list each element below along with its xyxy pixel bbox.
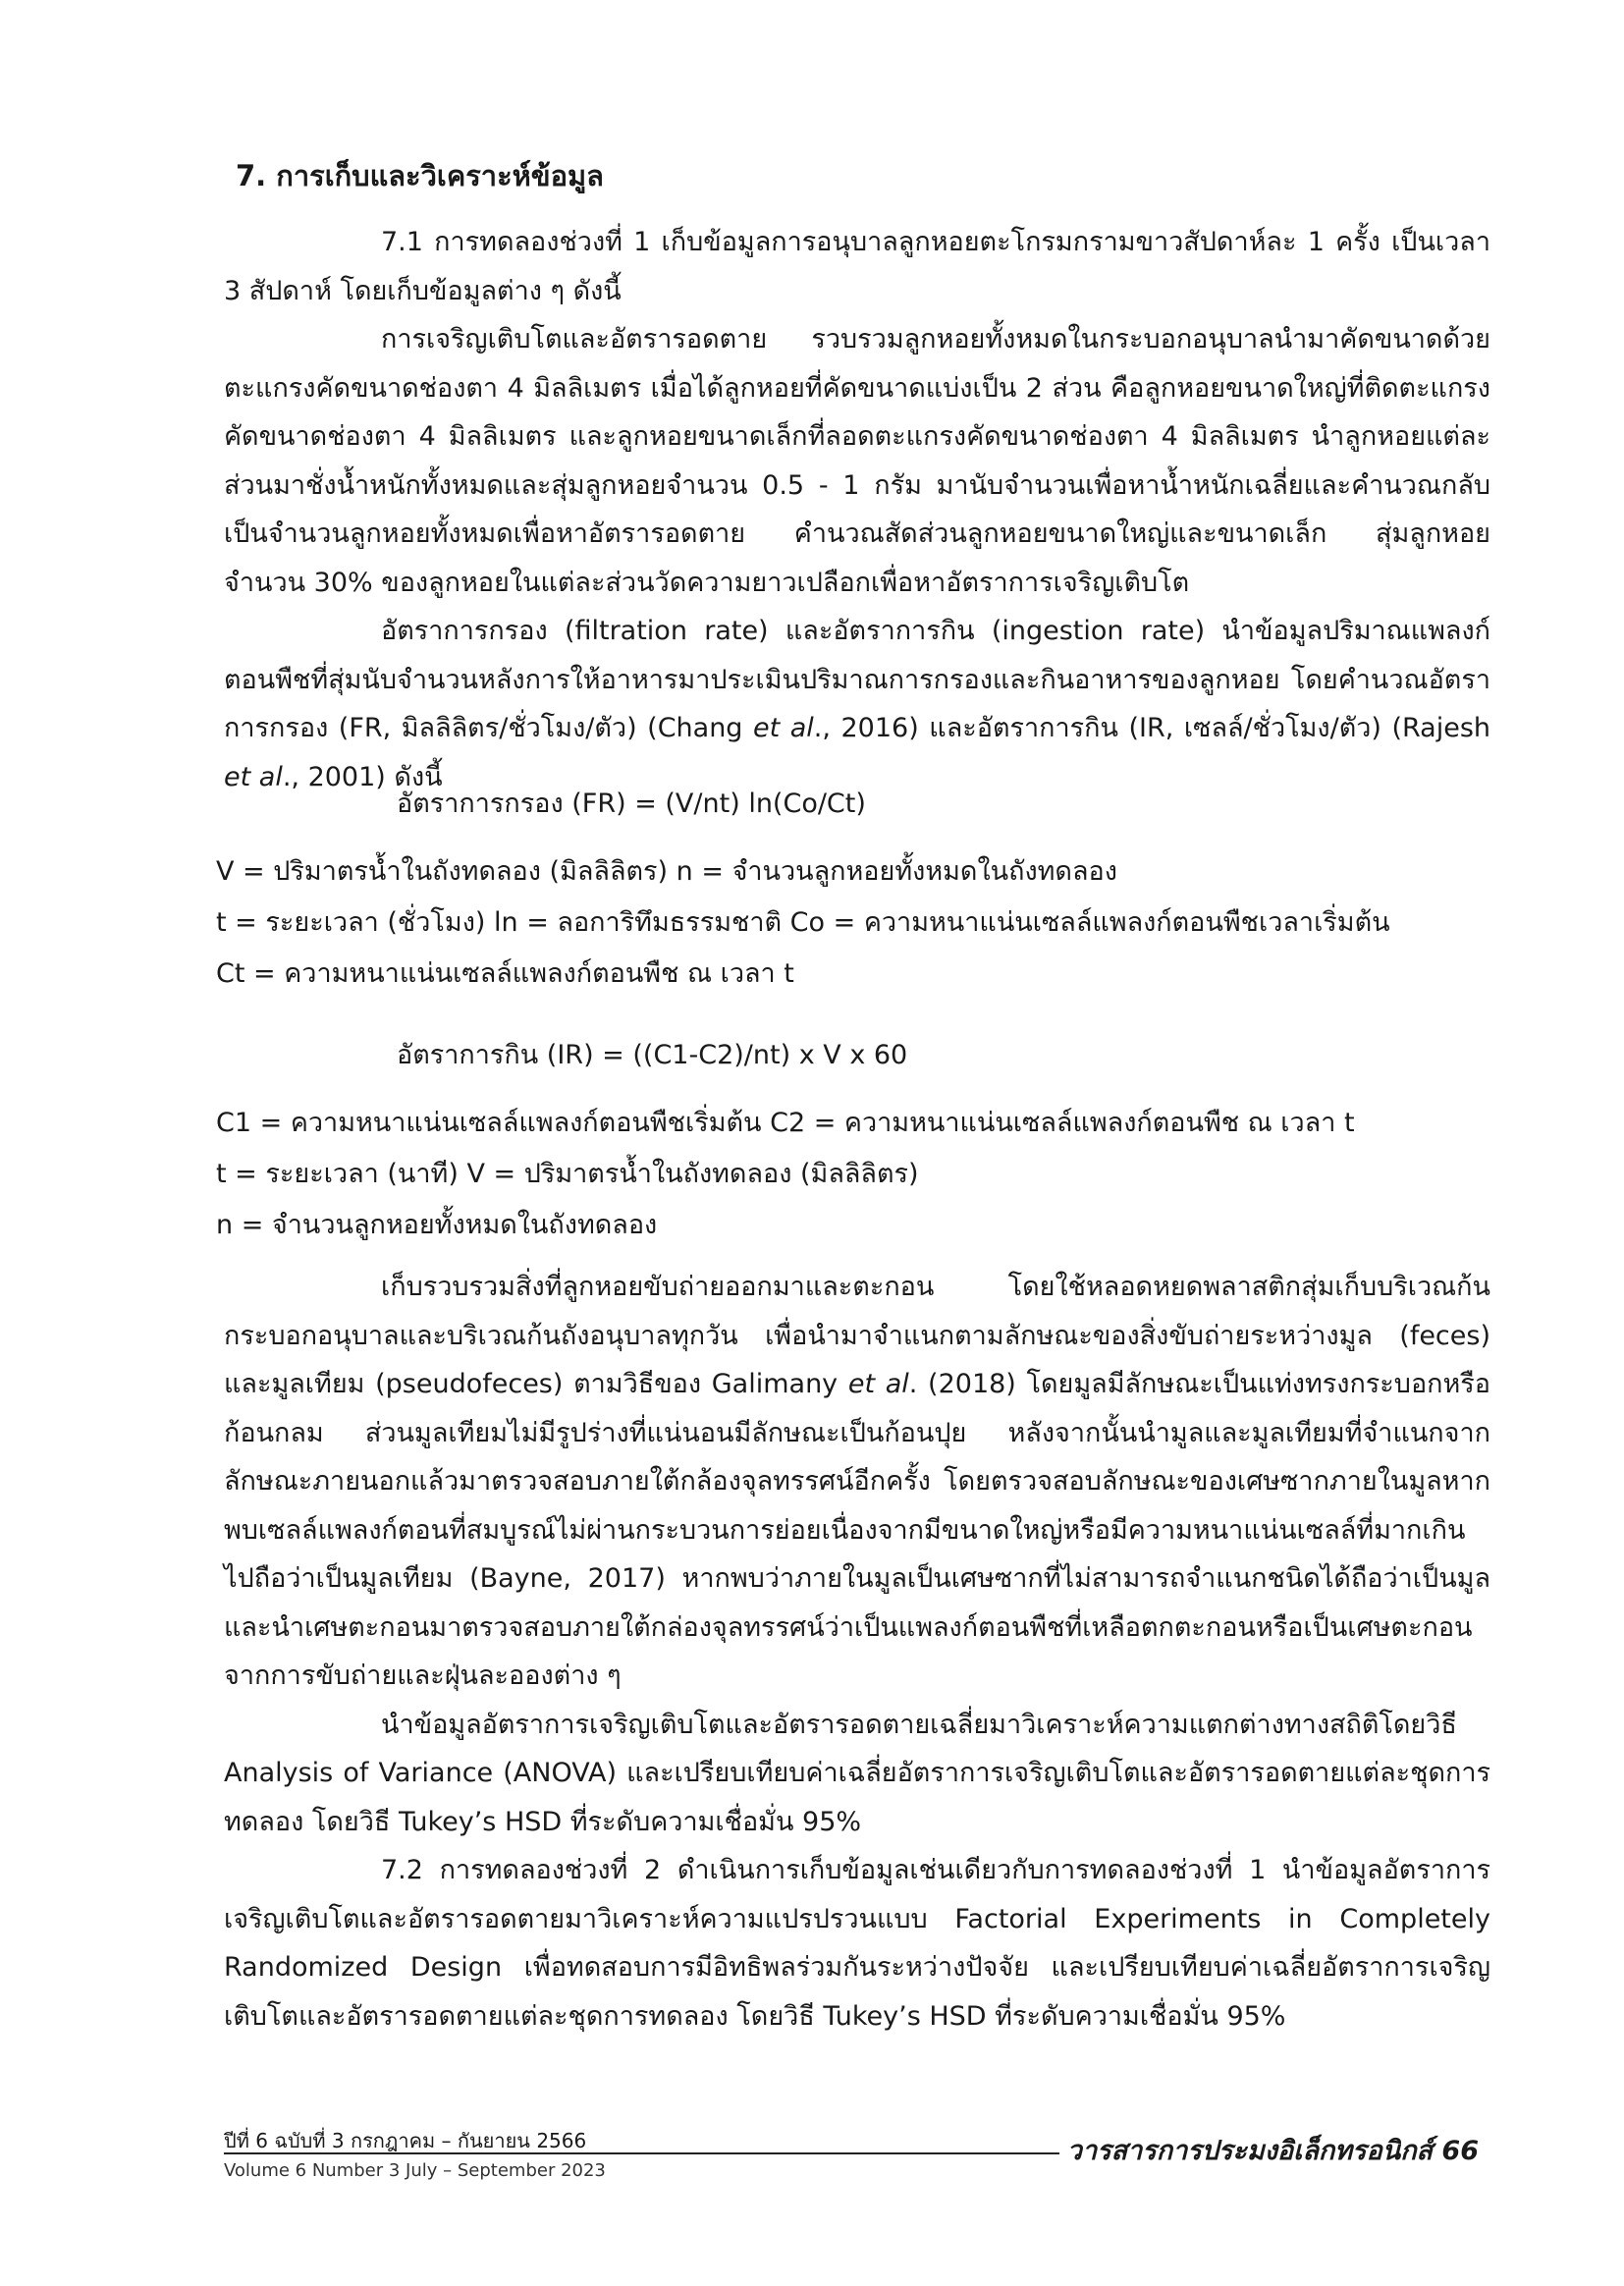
- definition-line: Ct = ความหนาแน่นเซลล์แพลงก์ตอนพืช ณ เวลา t: [216, 958, 794, 989]
- formula-ingestion-rate: อัตราการกิน (IR) = ((C1-C2)/nt) x V x 60: [397, 1040, 908, 1070]
- paragraph-7-1: 7.1 การทดลองช่วงที่ 1 เก็บข้อมูลการอนุบาลลูกหอยตะโกรมกรามขาวสัปดาห์ละ 1 ครั้ง เป็นเวลา 3 สัปดาห์ โดยเก็บข้อมูลต่าง ๆ ดังนี้: [224, 227, 1490, 306]
- definition-line: n = จำนวนลูกหอยทั้งหมดในถังทดลอง: [216, 1210, 658, 1240]
- paragraph-growth-survival: การเจริญเติบโตและอัตรารอดตาย รวบรวมลูกหอยทั้งหมดในกระบอกอนุบาลนำมาคัดขนาดด้วยตะแกรงคัดขนาดช่องตา 4 มิลลิเมตร เมื่อได้ลูกหอยที่คัดขนาดแบ่งเป็น 2 ส่วน คือลูกหอยขนาดใหญ่ที่ติดตะแกรงคัดขนาดช่องตา 4 มิลลิเมตร และลูกหอยขนาดเล็กที่ลอดตะแกรงคัดขนาดช่องตา 4 มิลลิเมตร นำลูกหอยแต่ละส่วนมาชั่งน้ำหนักทั้งหมดและสุ่มลูกหอยจำนวน 0.5 - 1 กรัม มานับจำนวนเพื่อหาน้ำหนักเฉลี่ยและคำนวณกลับเป็นจำนวนลูกหอยทั้งหมดเพื่อหาอัตรารอดตาย คำนวณสัดส่วนลูกหอยขนาดใหญ่และขนาดเล็ก สุ่มลูกหอยจำนวน 30% ของลูกหอยในแต่ละส่วนวัดความยาวเปลือกเพื่อหาอัตราการเจริญเติบโต: [224, 324, 1490, 598]
- definition-line: V = ปริมาตรน้ำในถังทดลอง (มิลลิลิตร) n = จำนวนลูกหอยทั้งหมดในถังทดลอง: [216, 856, 1117, 887]
- paragraph-anova: นำข้อมูลอัตราการเจริญเติบโตและอัตรารอดตายเฉลี่ยมาวิเคราะห์ความแตกต่างทางสถิติโดยวิธี Analysis of Variance (ANOVA) และเปรียบเทียบค่าเฉลี่ยอัตราการเจริญเติบโตและอัตรารอดตายแต่ละชุดการทดลอง โดยวิธี Tukey’s HSD ที่ระดับความเชื่อมั่น 95%: [224, 1709, 1490, 1837]
- section-7-1-text: [224, 218, 1490, 801]
- footer-issue-thai: ปีที่ 6 ฉบับที่ 3 กรกฎาคม – กันยายน 2566: [224, 2129, 587, 2152]
- section-heading: 7. การเก็บและวิเคราะห์ข้อมูล: [236, 159, 604, 192]
- definition-line: t = ระยะเวลา (ชั่วโมง) ln = ลอการิทึมธรรมชาติ Co = ความหนาแน่นเซลล์แพลงก์ตอนพืชเวลาเริ่มต้น: [216, 907, 1390, 938]
- footer-issue-english: Volume 6 Number 3 July – September 2023: [224, 2160, 606, 2181]
- formula-filtration-rate: อัตราการกรอง (FR) = (V/nt) ln(Co/Ct): [397, 789, 866, 819]
- definition-line: C1 = ความหนาแน่นเซลล์แพลงก์ตอนพืชเริ่มต้น C2 = ความหนาแน่นเซลล์แพลงก์ตอนพืช ณ เวลา t: [216, 1108, 1355, 1138]
- definitions-filtration: [216, 846, 1390, 1000]
- paragraph-feces: เก็บรวบรวมสิ่งที่ลูกหอยขับถ่ายออกมาและตะกอน โดยใช้หลอดหยดพลาสติกสุ่มเก็บบริเวณก้นกระบอกอนุบาลและบริเวณก้นถังอนุบาลทุกวัน เพื่อนำมาจำแนกตามลักษณะของสิ่งขับถ่ายระหว่างมูล (feces) และมูลเทียม (pseudofeces) ตามวิธีของ Galimany et al. (2018) โดยมูลมีลักษณะเป็นแท่งทรงกระบอกหรือก้อนกลม ส่วนมูลเทียมไม่มีรูปร่างที่แน่นอนมีลักษณะเป็นก้อนปุย หลังจากนั้นนำมูลและมูลเทียมที่จำแนกจากลักษณะภายนอกแล้วมาตรวจสอบภายใต้กล้องจุลทรรศน์อีกครั้ง โดยตรวจสอบลักษณะของเศษซากภายในมูลหากพบเซลล์แพลงก์ตอนที่สมบูรณ์ไม่ผ่านกระบวนการย่อยเนื่องจากมีขนาดใหญ่หรือมีความหนาแน่นเซลล์ที่มากเกินไปถือว่าเป็นมูลเทียม (Bayne, 2017) หากพบว่าภายในมูลเป็นเศษซากที่ไม่สามารถจำแนกชนิดได้ถือว่าเป็นมูล และนำเศษตะกอนมาตรวจสอบภายใต้กล่องจุลทรรศน์ว่าเป็นแพลงก์ตอนพืชที่เหลือตกตะกอนหรือเป็นเศษตะกอนจากการขับถ่ายและฝุ่นละอองต่าง ๆ: [224, 1272, 1491, 1691]
- paragraph-filtration-ingestion: อัตราการกรอง (filtration rate) และอัตราการกิน (ingestion rate) นำข้อมูลปริมาณแพลงก์ตอนพืชที่สุ่มนับจำนวนหลังการให้อาหารมาประเมินปริมาณการกรองและกินอาหารของลูกหอย โดยคำนวณอัตราการกรอง (FR, มิลลิลิตร/ชั่วโมง/ตัว) (Chang et al., 2016) และอัตราการกิน (IR, เซลล์/ชั่วโมง/ตัว) (Rajesh et al., 2001) ดังนี้: [224, 616, 1491, 792]
- section-7-remaining-text: [224, 1263, 1490, 2041]
- paragraph-7-2: 7.2 การทดลองช่วงที่ 2 ดำเนินการเก็บข้อมูลเช่นเดียวกับการทดลองช่วงที่ 1 นำข้อมูลอัตราการเจริญเติบโตและอัตรารอดตายมาวิเคราะห์ความแปรปรวนแบบ Factorial Experiments in Completely Randomized Design เพื่อทดสอบการมีอิทธิพลร่วมกันระหว่างปัจจัย และเปรียบเทียบค่าเฉลี่ยอัตราการเจริญเติบโตและอัตรารอดตายแต่ละชุดการทดลอง โดยวิธี Tukey’s HSD ที่ระดับความเชื่อมั่น 95%: [224, 1855, 1490, 2032]
- definitions-ingestion: [216, 1098, 1355, 1251]
- definition-line: t = ระยะเวลา (นาที) V = ปริมาตรน้ำในถังทดลอง (มิลลิลิตร): [216, 1159, 919, 1189]
- footer-journal-title: วารสารการประมงอิเล็กทรอนิกส์ 66: [1059, 2129, 1479, 2171]
